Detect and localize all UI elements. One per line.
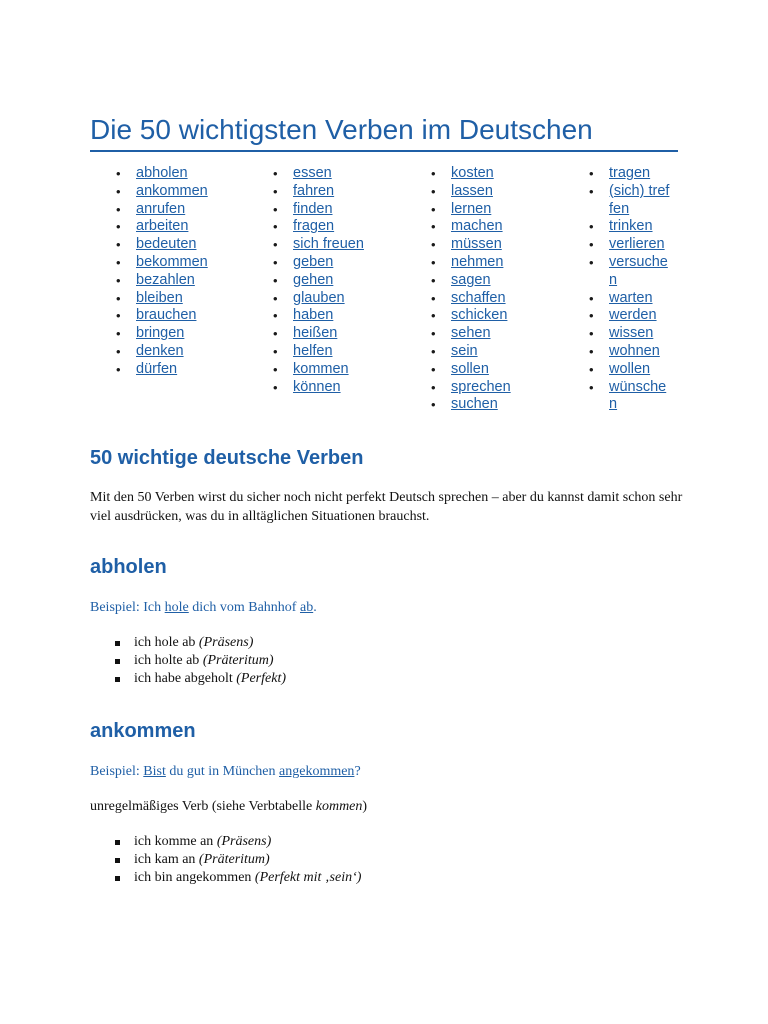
verb-link[interactable]: wünschen [609, 378, 667, 413]
verb-link[interactable]: ankommen [136, 182, 208, 199]
conjugation-list-abholen [112, 634, 286, 688]
verb-link[interactable]: bringen [136, 325, 185, 342]
example-text: ? [354, 764, 361, 779]
verb-list-item [431, 165, 527, 183]
verb-note-ankommen [90, 797, 367, 816]
verb-list-item [116, 272, 212, 290]
example-link[interactable]: Bist [143, 764, 166, 779]
verb-link[interactable]: lernen [451, 200, 492, 217]
verb-link[interactable]: heißen [293, 325, 338, 342]
verb-link[interactable]: glauben [293, 289, 345, 306]
conjugation-item [112, 634, 286, 652]
verb-list-item [431, 272, 527, 290]
tense-label: (Perfekt mit ‚sein‘) [254, 870, 362, 885]
verb-list-item [589, 165, 673, 183]
form-text: ich kam an [134, 852, 199, 867]
verb-column-2 [273, 165, 369, 396]
verb-link[interactable]: kommen [293, 360, 349, 377]
verb-list-item [589, 379, 673, 415]
conjugation-item [112, 869, 361, 887]
example-text: . [313, 600, 317, 615]
verb-list-item [273, 307, 369, 325]
verb-list-item [589, 343, 673, 361]
verb-link[interactable]: denken [136, 342, 184, 359]
verb-link[interactable]: haben [293, 307, 334, 324]
verb-link[interactable]: helfen [293, 342, 333, 359]
verb-link[interactable]: essen [293, 165, 332, 181]
verb-list-item [431, 201, 527, 219]
verb-link[interactable]: verlieren [609, 236, 665, 253]
conjugation-item [112, 851, 361, 869]
intro-heading: 50 wichtige deutsche Verben [90, 447, 364, 469]
verb-link[interactable]: lassen [451, 182, 493, 199]
verb-list-item [431, 254, 527, 272]
verb-list-item [273, 165, 369, 183]
example-link[interactable]: angekommen [279, 764, 355, 779]
verb-list-item [431, 379, 527, 397]
section-heading-ankommen: ankommen [90, 720, 196, 742]
verb-link[interactable]: versuchen [609, 253, 668, 288]
verb-list-item [116, 343, 212, 361]
example-text: dich vom Bahnhof [188, 600, 300, 615]
verb-list-item [431, 343, 527, 361]
verb-list-item [273, 343, 369, 361]
verb-link[interactable]: sprechen [451, 378, 511, 395]
conjugation-item [112, 833, 361, 851]
tense-label: (Präteritum) [198, 852, 270, 867]
verb-list-item [589, 218, 673, 236]
verb-list-item [116, 201, 212, 219]
verb-list-item [273, 183, 369, 201]
note-text: unregelmäßiges Verb (siehe Verbtabelle [90, 799, 316, 814]
verb-list-item [116, 361, 212, 379]
example-link[interactable]: ab [299, 600, 314, 615]
verb-column-3 [431, 165, 527, 414]
verb-link[interactable]: (sich) treffen [609, 182, 670, 217]
form-text: ich komme an [134, 834, 217, 849]
verb-link[interactable]: sehen [451, 325, 491, 342]
verb-list-item [116, 183, 212, 201]
form-text: ich habe abgeholt [134, 671, 237, 686]
example-text: du gut in München [165, 764, 280, 779]
verb-link[interactable]: bleiben [136, 289, 183, 306]
form-text: ich hole ab [134, 635, 199, 650]
note-text: ) [362, 799, 368, 814]
verb-link[interactable]: bezahlen [136, 271, 195, 288]
verb-link[interactable]: gehen [293, 271, 334, 288]
verb-link[interactable]: kosten [451, 165, 494, 181]
verb-link[interactable]: schaffen [451, 289, 506, 306]
verb-list-item [116, 290, 212, 308]
verb-link[interactable]: wollen [609, 360, 651, 377]
verb-column-1 [116, 165, 212, 379]
section-heading-abholen: abholen [90, 556, 167, 578]
verb-link[interactable]: nehmen [451, 253, 504, 270]
verb-list-item [116, 218, 212, 236]
verb-list-item [273, 236, 369, 254]
verb-link[interactable]: suchen [451, 396, 498, 413]
verb-link[interactable]: sollen [451, 360, 489, 377]
verb-list-item [116, 254, 212, 272]
verb-link[interactable]: sich freuen [293, 236, 364, 253]
page-title: Die 50 wichtigsten Verben im Deutschen [90, 112, 678, 152]
example-text: Beispiel: Ich [90, 600, 165, 615]
verb-list-item [273, 218, 369, 236]
verb-list-item [589, 325, 673, 343]
verb-list-item [589, 236, 673, 254]
verb-list-item [431, 236, 527, 254]
verb-list-item [273, 201, 369, 219]
verb-list-item [273, 254, 369, 272]
verb-link[interactable]: tragen [609, 165, 651, 181]
verb-list-item [273, 325, 369, 343]
verb-link[interactable]: anrufen [136, 200, 186, 217]
verb-list-item [273, 272, 369, 290]
verb-list-item [431, 325, 527, 343]
verb-link[interactable]: finden [293, 200, 333, 217]
verb-link[interactable]: bekommen [136, 253, 208, 270]
verb-list-item [116, 307, 212, 325]
verb-link[interactable]: sein [451, 342, 478, 359]
verb-list-item [116, 325, 212, 343]
example-abholen [90, 598, 317, 617]
example-ankommen [90, 762, 361, 781]
conjugation-list-ankommen [112, 833, 361, 887]
verb-link[interactable]: können [293, 378, 341, 395]
verb-list-item [431, 290, 527, 308]
verb-link[interactable]: brauchen [136, 307, 197, 324]
verb-list-item [431, 307, 527, 325]
tense-label: (Präteritum) [202, 653, 274, 668]
verb-list-item [589, 361, 673, 379]
verb-link[interactable]: werden [609, 307, 657, 324]
verb-link[interactable]: fragen [293, 218, 335, 235]
verb-list-item [589, 290, 673, 308]
verb-link[interactable]: wohnen [609, 342, 660, 359]
verb-link[interactable]: schicken [451, 307, 508, 324]
verb-list-item [589, 307, 673, 325]
verb-link[interactable]: bedeuten [136, 236, 197, 253]
verb-link[interactable]: abholen [136, 165, 188, 181]
verb-list-item [431, 361, 527, 379]
verb-link[interactable]: fahren [293, 182, 335, 199]
tense-label: (Präsens) [198, 635, 254, 650]
intro-text: Mit den 50 Verben wirst du sicher noch nicht perfekt Deutsch sprechen – aber du kannst damit schon sehr viel ausdrücken, was du in alltäglichen Situationen brauchst. [90, 490, 683, 524]
example-link[interactable]: hole [164, 600, 189, 615]
verb-link[interactable]: sagen [451, 271, 491, 288]
verb-list-item [116, 236, 212, 254]
verb-link[interactable]: dürfen [136, 360, 178, 377]
verb-list-item [116, 165, 212, 183]
tense-label: (Präsens) [216, 834, 272, 849]
verb-link[interactable]: warten [609, 289, 653, 306]
verb-link[interactable]: wissen [609, 325, 654, 342]
verb-list-item [273, 379, 369, 397]
verb-list-item [431, 183, 527, 201]
verb-list-item [273, 290, 369, 308]
verb-list-item [589, 183, 673, 219]
verb-link[interactable]: geben [293, 253, 334, 270]
note-verb: kommen [315, 799, 363, 814]
tense-label: (Perfekt) [236, 671, 286, 686]
verb-column-4 [589, 165, 673, 414]
form-text: ich holte ab [134, 653, 203, 668]
conjugation-item [112, 670, 286, 688]
verb-link[interactable]: trinken [609, 218, 653, 235]
verb-list-item [589, 254, 673, 290]
verb-link[interactable]: müssen [451, 236, 502, 253]
verb-link[interactable]: machen [451, 218, 503, 235]
verb-list-item [273, 361, 369, 379]
form-text: ich bin angekommen [134, 870, 255, 885]
verb-list-item [431, 396, 527, 414]
verb-index [0, 165, 768, 425]
verb-link[interactable]: arbeiten [136, 218, 189, 235]
conjugation-item [112, 652, 286, 670]
example-text: Beispiel: [90, 764, 144, 779]
verb-list-item [431, 218, 527, 236]
